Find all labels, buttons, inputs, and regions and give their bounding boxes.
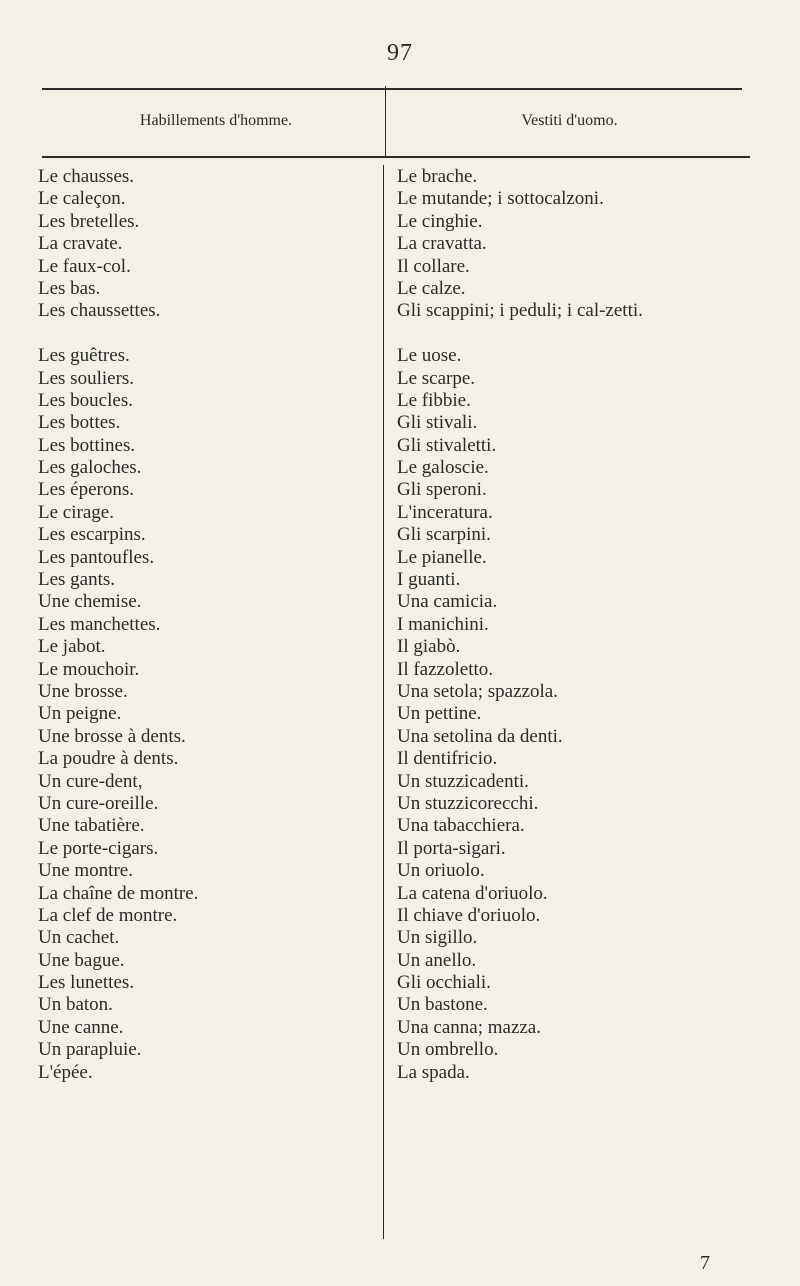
italian-term: Una setola; spazzola. (397, 681, 558, 702)
french-term: Une brosse. (38, 681, 128, 702)
italian-term: Un oriuolo. (397, 860, 485, 882)
french-term: Un cure-dent, (38, 770, 143, 792)
italian-term: Gli scarpini. (397, 524, 491, 546)
french-term: Les boucles. (38, 389, 133, 411)
french-term: Une chemise. (38, 591, 142, 613)
italian-term: Un stuzzicorecchi. (397, 792, 539, 814)
top-rule (42, 88, 742, 90)
italian-term: Il giabò. (397, 636, 461, 658)
italian-term: Il porta-sigari. (397, 837, 506, 859)
italian-term: Le fibbie. (397, 389, 471, 411)
signature-mark: 7 (700, 1252, 710, 1274)
italian-term: Il chiave d'oriuolo. (397, 904, 541, 926)
french-term: Les manchettes. (38, 613, 161, 635)
french-term: La clef de montre. (38, 904, 178, 926)
french-term: Le caleçon. (38, 188, 126, 210)
italian-term: Gli stivaletti. (397, 434, 497, 456)
italian-term: Il dentifricio. (397, 748, 498, 770)
italian-term: Le scarpe. (397, 367, 476, 389)
italian-term: Gli speroni. (397, 479, 487, 501)
italian-term: Un bastone. (397, 994, 488, 1016)
italian-term: I manichini. (397, 613, 489, 635)
page-number: 97 (387, 40, 413, 66)
french-term: La cravate. (38, 233, 123, 255)
french-term: Les lunettes. (38, 972, 135, 994)
french-term: Un baton. (38, 994, 113, 1016)
italian-term: Una camicia. (397, 591, 498, 613)
italian-term: Una setolina da denti. (397, 725, 563, 747)
french-term: Les gants. (38, 569, 116, 591)
italian-term: Gli occhiali. (397, 972, 491, 994)
french-term: Le faux-col. (38, 255, 131, 277)
italian-term: Le uose. (397, 345, 462, 367)
italian-term: La cravatta. (397, 233, 487, 255)
french-term: Un cachet. (38, 927, 120, 949)
italian-term: Le pianelle. (397, 546, 487, 568)
italian-column (397, 166, 795, 1084)
italian-term: Le brache. (397, 166, 478, 187)
italian-term: I guanti. (397, 569, 461, 591)
french-term: L'épée. (38, 1061, 93, 1083)
french-term: Les chaussettes. (38, 300, 161, 322)
italian-term: L'inceratura. (397, 501, 493, 523)
french-term: Les galoches. (38, 457, 142, 479)
italian-term: Un stuzzicadenti. (397, 770, 529, 792)
french-term: Les bretelles. (38, 210, 140, 232)
french-term: La chaîne de montre. (38, 882, 199, 904)
french-term: Les éperons. (38, 479, 135, 501)
italian-term: Le cinghie. (397, 210, 483, 232)
italian-term: Le calze. (397, 277, 466, 299)
italian-term: Gli scappini; i peduli; i cal-zetti. (397, 300, 643, 322)
italian-term: Gli stivali. (397, 412, 478, 434)
italian-term: Un sigillo. (397, 927, 478, 949)
french-term: Un cure-oreille. (38, 792, 159, 814)
french-term: Un peigne. (38, 703, 122, 725)
french-term: La poudre à dents. (38, 748, 179, 770)
italian-term: Le galoscie. (397, 457, 489, 479)
italian-term: Il fazzoletto. (397, 658, 494, 680)
french-term: Les escarpins. (38, 524, 146, 546)
french-term: Les bottes. (38, 412, 121, 434)
french-term: Le jabot. (38, 636, 106, 658)
french-term: Une canne. (38, 1016, 124, 1038)
french-term: Le cirage. (38, 501, 114, 523)
italian-term: Il collare. (397, 255, 470, 277)
french-term: Les bottines. (38, 434, 136, 456)
french-term: Une tabatière. (38, 815, 145, 837)
italian-term: Un anello. (397, 949, 477, 971)
italian-term: Un ombrello. (397, 1039, 499, 1061)
french-term: Les pantoufles. (38, 546, 155, 568)
french-column (38, 166, 373, 1084)
french-term: Une bague. (38, 949, 125, 971)
french-term: Une montre. (38, 860, 133, 882)
header-italian: Vestiti d'uomo. (521, 112, 618, 129)
header-french: Habillements d'homme. (139, 112, 293, 129)
french-term: Les bas. (38, 277, 101, 299)
french-term: Le porte-cigars. (38, 837, 159, 859)
french-term: Le mouchoir. (38, 658, 140, 680)
italian-term: Una canna; mazza. (397, 1016, 541, 1038)
header-divider (385, 86, 386, 156)
french-term: Les guêtres. (38, 345, 130, 367)
italian-term: Una tabacchiera. (397, 815, 525, 837)
header-rule (42, 156, 750, 158)
italian-term: Le mutande; i sottocalzoni. (397, 188, 604, 210)
italian-term: La catena d'oriuolo. (397, 882, 548, 904)
french-term: Un parapluie. (38, 1039, 142, 1061)
french-term: Le chausses. (38, 166, 135, 187)
italian-term: La spada. (397, 1061, 470, 1083)
column-divider (383, 165, 384, 1239)
french-term: Une brosse à dents. (38, 725, 186, 747)
italian-term: Un pettine. (397, 703, 482, 725)
french-term: Les souliers. (38, 367, 135, 389)
